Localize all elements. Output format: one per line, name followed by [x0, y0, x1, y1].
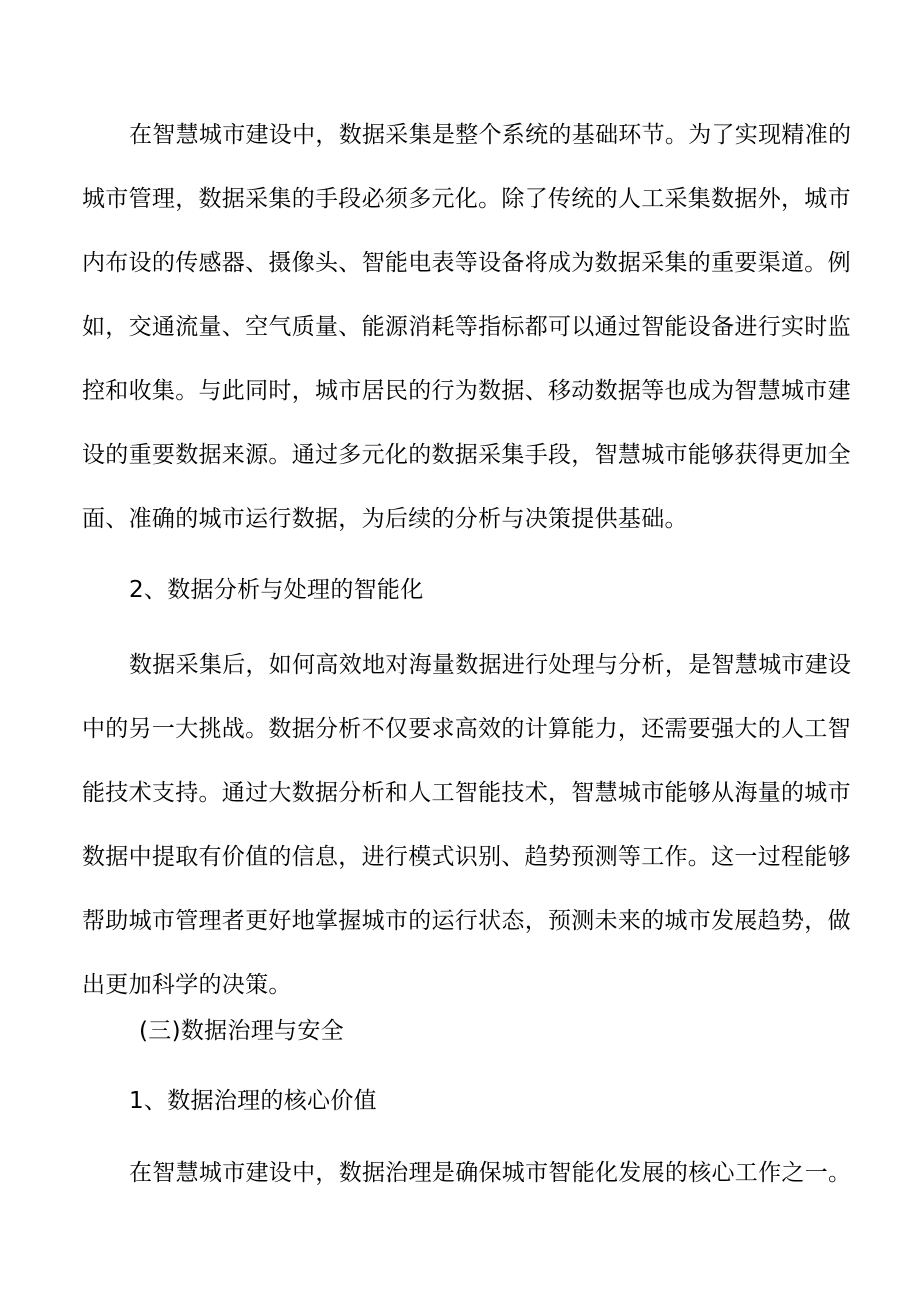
subheading-1: 1、数据治理的核心价值 [129, 1088, 377, 1114]
subheading-2: 2、数据分析与处理的智能化 [129, 577, 424, 603]
paragraph-2-line-3: 能技术支持。通过大数据分析和人工智能技术，智慧城市能够从海量的城市 [82, 780, 851, 806]
paragraph-1-line-6: 设的重要数据来源。通过多元化的数据采集手段，智慧城市能够获得更加全 [82, 442, 851, 468]
paragraph-2-line-6: 出更加科学的决策。 [82, 972, 292, 998]
paragraph-1-line-3: 内布设的传感器、摄像头、智能电表等设备将成为数据采集的重要渠道。例 [82, 250, 851, 276]
paragraph-2-line-4: 数据中提取有价值的信息，进行模式识别、趋势预测等工作。这一过程能够 [82, 844, 851, 870]
paragraph-2-line-5: 帮助城市管理者更好地掌握城市的运行状态，预测未来的城市发展趋势，做 [82, 908, 851, 934]
paragraph-1-line-2: 城市管理，数据采集的手段必须多元化。除了传统的人工采集数据外，城市 [82, 186, 851, 212]
paragraph-2-line-2: 中的另一大挑战。数据分析不仅要求高效的计算能力，还需要强大的人工智 [82, 716, 851, 742]
section-heading-3: (三)数据治理与安全 [139, 1018, 344, 1044]
paragraph-2-line-1: 数据采集后，如何高效地对海量数据进行处理与分析，是智慧城市建设 [129, 652, 852, 678]
paragraph-1-line-1: 在智慧城市建设中，数据采集是整个系统的基础环节。为了实现精准的 [129, 122, 852, 148]
paragraph-1-line-4: 如，交通流量、空气质量、能源消耗等指标都可以通过智能设备进行实时监 [82, 314, 851, 340]
paragraph-3-line-1: 在智慧城市建设中，数据治理是确保城市智能化发展的核心工作之一。 [129, 1160, 852, 1186]
paragraph-1-line-7: 面、准确的城市运行数据，为后续的分析与决策提供基础。 [82, 506, 688, 532]
paragraph-1-line-5: 控和收集。与此同时，城市居民的行为数据、移动数据等也成为智慧城市建 [82, 378, 851, 404]
